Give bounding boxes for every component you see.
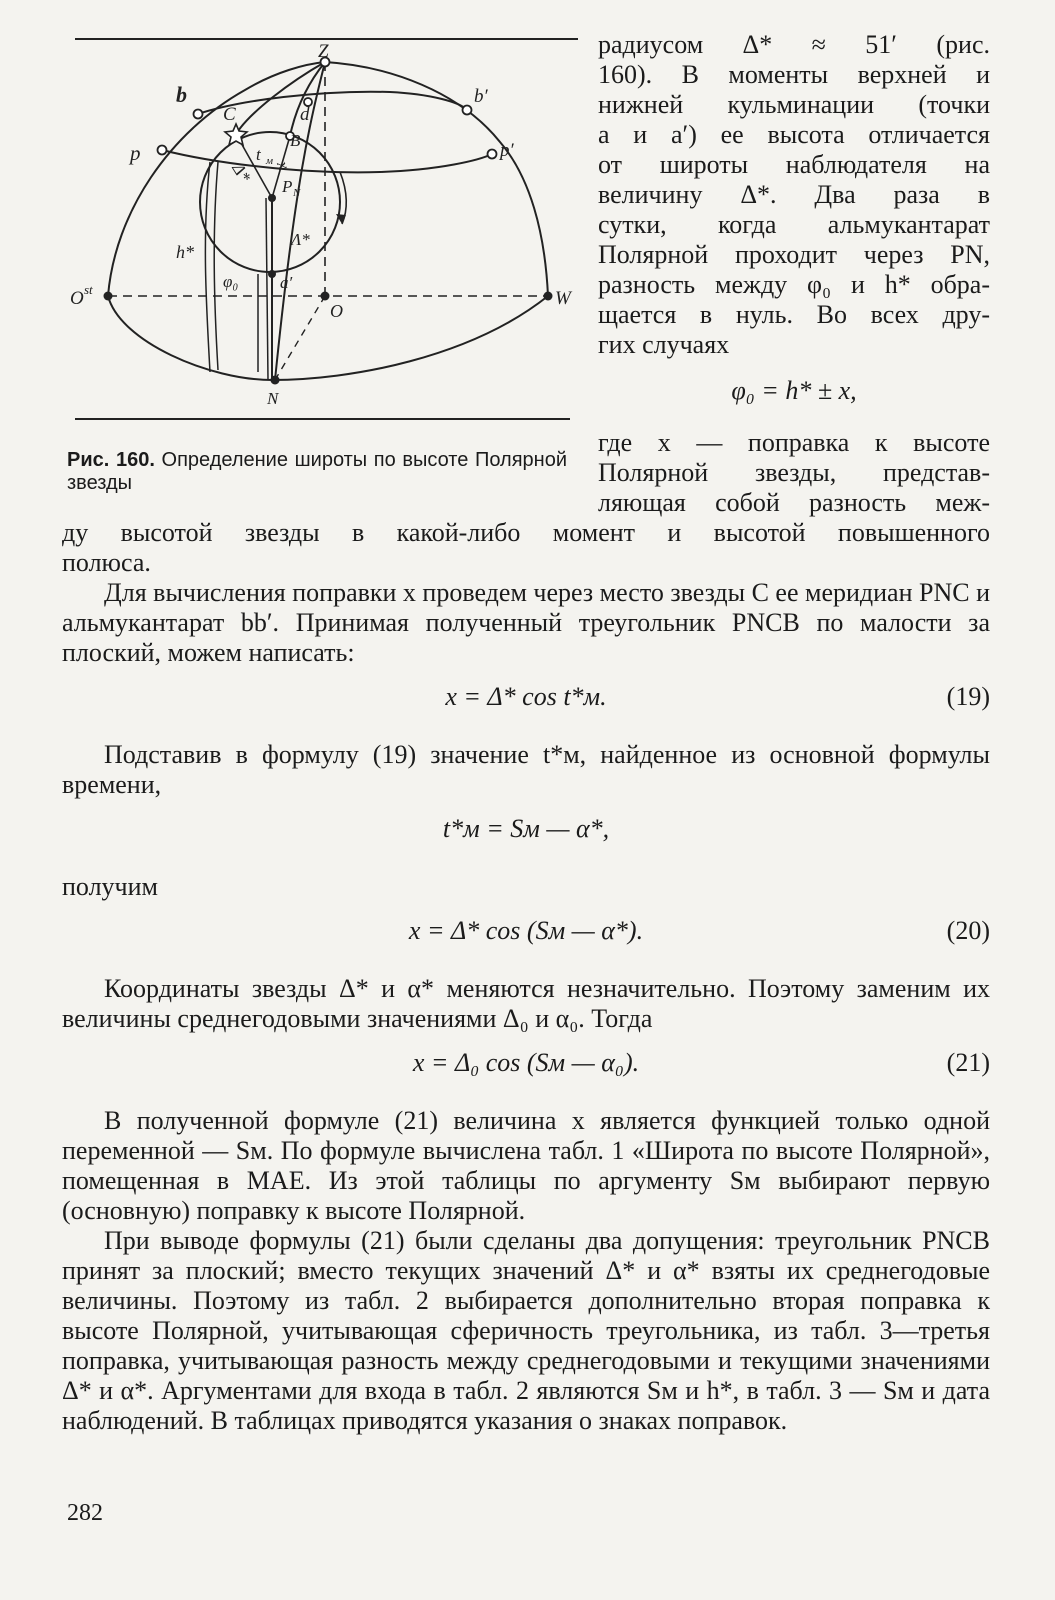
- svg-text:h*: h*: [176, 242, 194, 262]
- svg-text:p′: p′: [500, 140, 514, 161]
- paragraph-assumptions: При выводе формулы (21) были сделаны два допущения: треугольник PNCB принят за плоский; вместо текущих значений Δ* и α* взяты их среднегодовые величины. Поэтому из табл. 2 выбирается дополнительно вторая поправка к высоте Полярной, учитывающая сферичность треугольника, из табл. 3—третья поправка, учитывающая разность между среднегодовыми и текущими значениями Δ* и α*. Аргументами для входа в табл. 2 являются Sм и h*, в табл. 3 — Sм и дата наблюдений. В таблицах приводятся указания о знаках поправок.: [62, 1226, 990, 1435]
- continuation-line-1: ду высотой звезды в какой-либо момент и высотой повышенного: [62, 518, 990, 547]
- word-poluchim: получим: [62, 872, 158, 901]
- side-line-2: 160). В моменты верхней и: [598, 60, 990, 89]
- equation-20-body: x = Δ* cos (Sм — α*).: [408, 916, 644, 945]
- side-line-3: нижней кульминации (точки: [598, 90, 990, 119]
- equation-time: [62, 814, 990, 854]
- side-line-9: разность между φ₀ и h* обра-: [598, 270, 990, 299]
- side-line-10: щается в нуль. Во всех дру-: [598, 300, 990, 329]
- svg-text:a′: a′: [280, 273, 293, 292]
- side-line-6: величину Δ*. Два раза в: [598, 180, 990, 209]
- continuation-line-2: полюса.: [62, 548, 151, 577]
- side-text-column: [598, 30, 990, 424]
- svg-text:C: C: [223, 104, 236, 125]
- svg-text:b′: b′: [474, 86, 488, 107]
- polaris-daily-circle: [200, 132, 340, 272]
- equation-21-number: (21): [946, 1048, 990, 1077]
- side-line-11: гих случаях: [598, 330, 730, 359]
- equation-21-body: x = Δ₀ cos (Sм — α₀).: [412, 1048, 640, 1077]
- paragraph-correction-x: Для вычисления поправки x проведем через место звезды C ее меридиан PNC и альмукантарат bb′. Принимая полученный треугольник PNCB по малости за плоский, можем написать:: [62, 578, 991, 667]
- svg-text:м: м: [266, 155, 274, 167]
- svg-text:b: b: [176, 82, 187, 107]
- horizon-lower-arc: [108, 296, 548, 380]
- main-text: [62, 518, 990, 1436]
- svg-text:N: N: [293, 187, 301, 199]
- h-star-line-2: [214, 162, 218, 370]
- figure-caption: [67, 449, 567, 495]
- side-line-7: сутки, когда альмукантарат: [598, 210, 990, 239]
- side-line-4: a и a′) ее высота отличается: [598, 120, 990, 149]
- page-number: 282: [67, 1500, 103, 1526]
- paragraph-continuation: [62, 518, 990, 578]
- side2-line-3: ляющая собой разность меж-: [598, 488, 990, 517]
- svg-text:Δ*: Δ*: [228, 159, 255, 186]
- meridian-pn-n-2: [266, 198, 268, 380]
- caption-text: Определение широты по высоте Полярной звезды: [67, 449, 567, 494]
- side-line-1: радиусом Δ* ≈ 51′ (рис.: [598, 30, 990, 59]
- paragraph-coordinates: Координаты звезды Δ* и α* меняются незначительно. Поэтому заменим их величины среднегодовыми значениями Δ₀ и α₀. Тогда: [62, 974, 990, 1033]
- svg-text:d: d: [300, 104, 310, 125]
- caption-label: Рис. 160.: [67, 449, 155, 471]
- svg-text:x: x: [273, 158, 294, 173]
- svg-text:Λ*: Λ*: [291, 230, 310, 249]
- figure-160-diagram: [60, 42, 590, 416]
- equation-21: [62, 1048, 990, 1088]
- equation-19-body: x = Δ* cos t*м.: [445, 682, 607, 711]
- almucantar-bb-arc: [198, 92, 467, 114]
- svg-text:Z: Z: [318, 42, 329, 62]
- svg-text:W: W: [555, 288, 571, 309]
- h-star-line: [205, 162, 210, 372]
- svg-text:t: t: [256, 145, 261, 164]
- side-text-column-2: [598, 428, 990, 518]
- side2-line-1: где x — поправка к высоте: [598, 428, 990, 457]
- svg-text:P: P: [282, 177, 293, 196]
- side-line-5: от широты наблюдателя на: [598, 150, 990, 179]
- equation-time-body: t*м = Sм — α*,: [442, 814, 610, 843]
- equation-20: [62, 916, 990, 956]
- equation-19-number: (19): [946, 682, 990, 711]
- side2-line-2: Полярной звезды, представ-: [598, 458, 990, 487]
- side-line-8: Полярной проходит через PN,: [598, 240, 990, 269]
- svg-text:B: B: [290, 131, 301, 150]
- svg-text:O: O: [330, 301, 343, 321]
- polaris-star-icon: [225, 124, 247, 145]
- equation-19: [62, 682, 990, 722]
- paragraph-formula-21: В полученной формуле (21) величина x является функцией только одной переменной — Sм. По формуле вычислена табл. 1 «Широта по высоте Полярной», помещенная в МАЕ. Из этой таблицы по аргументу Sм выбирают первую (основную) поправку к высоте Полярной.: [62, 1106, 990, 1225]
- paragraph-substitution: Подставив в формулу (19) значение t*м, найденное из основной формулы времени,: [62, 740, 990, 799]
- svg-text:st: st: [84, 282, 93, 297]
- equation-20-number: (20): [946, 916, 990, 945]
- figure-bottom-rule: [75, 418, 570, 420]
- svg-text:φ₀: φ₀: [223, 272, 239, 291]
- svg-text:p: p: [130, 141, 141, 165]
- figure-top-rule: [75, 38, 578, 40]
- formula-phi0: φ₀ = h* ± x,: [731, 376, 857, 405]
- svg-text:O: O: [70, 288, 84, 309]
- svg-text:N: N: [267, 389, 279, 408]
